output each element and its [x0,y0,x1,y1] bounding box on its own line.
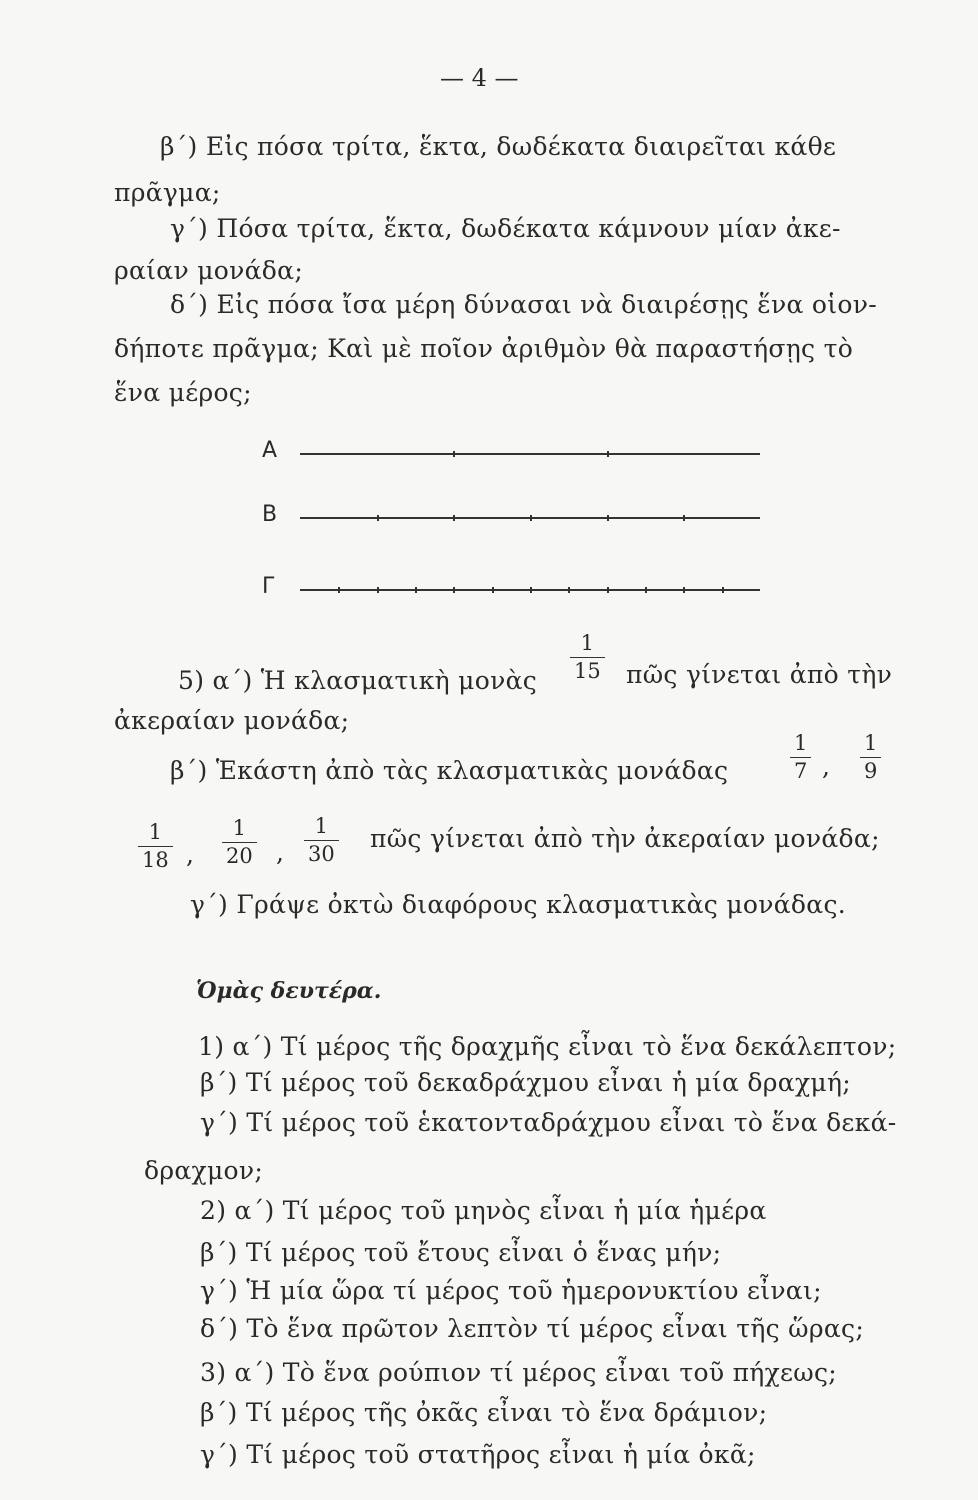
page-number: — 4 — [440,64,519,92]
segment-division-tick [722,587,724,593]
fraction-1-15 [570,633,605,682]
segment-division-tick [492,587,494,593]
text-line: β΄) Ἑκάστη ἀπὸ τὰς κλασματικὰς μονάδας [170,756,729,785]
text-line: δ΄) Τὸ ἕνα πρῶτον λεπτὸν τί μέρος εἶναι τῆς ὥρας; [200,1314,865,1343]
text-line: γ΄) Πόσα τρίτα, ἕκτα, δωδέκατα κάμνουν μίαν ἀκε- [170,214,841,243]
separator-comma: , [822,752,831,781]
separator-comma: , [186,840,195,869]
segment-division-tick [645,587,647,593]
fraction-denominator: 7 [790,757,811,782]
segment-label-c: Γ [262,574,275,599]
text-line: γ΄) Τί μέρος τοῦ στατῆρος εἶναι ἡ μία ὀκᾶ; [200,1440,756,1469]
fraction-1-20 [222,818,257,867]
text-line: ἀκεραίαν μονάδα; [114,706,350,735]
segment-division-tick [415,587,417,593]
segment-division-tick [683,515,685,521]
segment-label-a: A [262,438,278,463]
fraction-1-7 [790,733,811,782]
segment-division-tick [453,451,455,457]
text-line: γ΄) Γράψε ὀκτὼ διαφόρους κλασματικὰς μονάδας. [190,890,846,919]
separator-comma: , [276,838,285,867]
text-line: ραίαν μονάδα; [114,256,304,285]
text-line: β΄) Τί μέρος τοῦ ἔτους εἶναι ὁ ἕνας μήν; [200,1238,722,1267]
text-line: γ΄) Ἡ μία ὥρα τί μέρος τοῦ ἡμερονυκτίου εἶναι; [200,1276,822,1305]
section-heading: Ὁμὰς δευτέρα. [196,978,382,1004]
text-line: γ΄) Τί μέρος τοῦ ἑκατονταδράχμου εἶναι τὸ ἕνα δεκά- [200,1108,897,1137]
segment-label-b: B [262,502,278,527]
text-line: πῶς γίνεται ἀπὸ τὴν [626,660,893,689]
text-line: 3) α΄) Τὸ ἕνα ρούπιον τί μέρος εἶναι τοῦ πήχεως; [200,1358,837,1387]
text-line: 2) α΄) Τί μέρος τοῦ μηνὸς εἶναι ἡ μία ἡμέρα [200,1196,767,1225]
segment-division-tick [607,451,609,457]
fraction-numerator: 1 [580,631,595,655]
text-line: β΄) Τί μέρος τῆς ὀκᾶς εἶναι τὸ ἕνα δράμιον; [200,1398,768,1427]
fraction-denominator: 20 [222,842,257,867]
segment-division-tick [683,587,685,593]
text-line: β΄) Τί μέρος τοῦ δεκαδράχμου εἶναι ἡ μία δραχμή; [200,1068,851,1097]
segment-division-tick [530,587,532,593]
fraction-denominator: 15 [570,657,605,682]
segment-division-tick [453,587,455,593]
segment-division-tick [568,587,570,593]
fraction-numerator: 1 [794,731,808,755]
text-line: β΄) Εἰς πόσα τρίτα, ἕκτα, δωδέκατα διαιρεῖται κάθε [160,132,837,161]
fraction-1-30 [304,816,339,865]
text-line: δ΄) Εἰς πόσα ἴσα μέρη δύνασαι νὰ διαιρέσῃς ἕνα οἱον- [170,290,877,319]
segment-b [300,517,760,519]
segment-division-tick [377,515,379,521]
segment-division-tick [607,515,609,521]
text-line: δραχμον; [144,1156,264,1185]
fraction-numerator: 1 [864,731,878,755]
text-line: ἕνα μέρος; [114,378,252,407]
text-line: πρᾶγμα; [114,178,221,207]
segment-division-tick [607,587,609,593]
segment-division-tick [530,515,532,521]
fraction-denominator: 18 [138,846,173,871]
fraction-numerator: 1 [232,816,247,840]
fraction-denominator: 30 [304,840,339,865]
fraction-1-9 [860,733,881,782]
segment-division-tick [453,515,455,521]
text-line: 5) α΄) Ἡ κλασματικὴ μονὰς [178,666,538,695]
text-line: πῶς γίνεται ἀπὸ τὴν ἀκεραίαν μονάδα; [370,824,880,853]
fraction-1-18 [138,822,173,871]
text-line: δήποτε πρᾶγμα; Καὶ μὲ ποῖον ἀριθμὸν θὰ παραστήσῃς τὸ [114,334,854,363]
text-line: 1) α΄) Τί μέρος τῆς δραχμῆς εἶναι τὸ ἕνα δεκάλεπτον; [198,1032,897,1061]
fraction-numerator: 1 [148,820,163,844]
segment-a [300,453,760,455]
fraction-denominator: 9 [860,757,881,782]
segment-division-tick [338,587,340,593]
segment-division-tick [377,587,379,593]
fraction-numerator: 1 [314,814,329,838]
segment-c [300,589,760,591]
